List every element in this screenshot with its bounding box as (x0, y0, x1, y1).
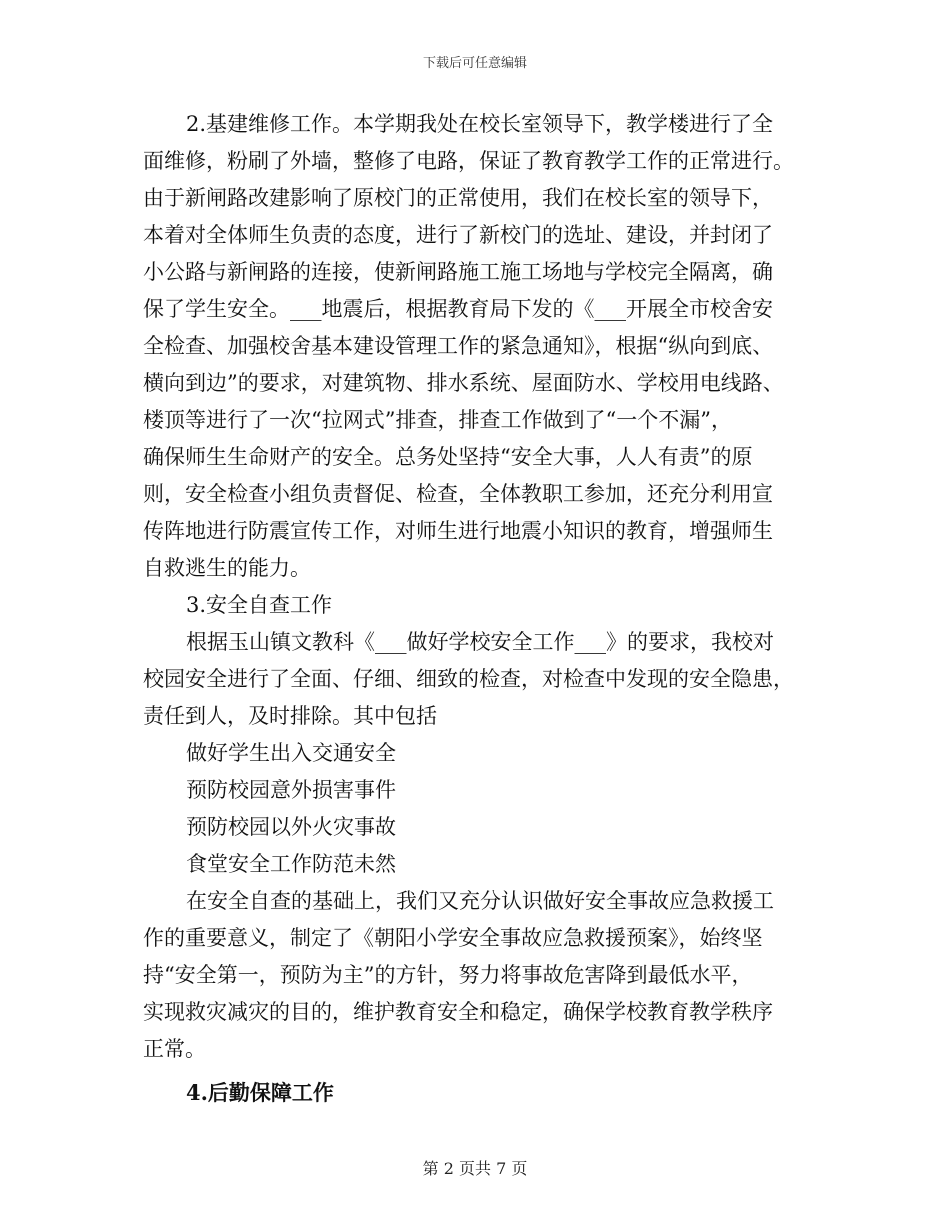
list-item: 做好学生出入交通安全 (186, 741, 396, 765)
paragraph-line: 确保师生生命财产的安全。总务处坚持“安全大事，人人有责”的原 (143, 445, 753, 469)
paragraph-line: 持“安全第一，预防为主”的方针，努力将事故危害降到最低水平， (143, 963, 753, 987)
paragraph-line: 则，安全检查小组负责督促、检查，全体教职工参加，还充分利用宣 (143, 482, 773, 506)
paragraph-line: 责任到人，及时排除。其中包括 (143, 704, 437, 728)
paragraph-line: 正常。 (143, 1037, 206, 1061)
safety-item-list (143, 735, 803, 883)
section-2-paragraph (143, 106, 803, 587)
paragraph-line: 根据玉山镇文教科《___做好学校安全工作___》的要求，我校对 (186, 630, 774, 654)
list-item: 预防校园以外火灾事故 (186, 815, 396, 839)
paragraph-line: 本着对全体师生负责的态度，进行了新校门的选址、建设，并封闭了 (143, 223, 773, 247)
paragraph-line: 自救逃生的能力。 (143, 556, 311, 580)
paragraph-line: 由于新闸路改建影响了原校门的正常使用，我们在校长室的领导下， (143, 186, 773, 210)
paragraph-line: 在安全自查的基础上，我们又充分认识做好安全事故应急救援工 (186, 889, 774, 913)
paragraph-line: 传阵地进行防震宣传工作，对师生进行地震小知识的教育，增强师生 (143, 519, 773, 543)
paragraph-line: 保了学生安全。___地震后，根据教育局下发的《___开展全市校舍安 (143, 297, 773, 321)
document-body (143, 106, 803, 1111)
paragraph-line: 横向到边”的要求，对建筑物、排水系统、屋面防水、学校用电线路、 (143, 371, 784, 395)
section-3-title: 3.安全自查工作 (186, 593, 333, 617)
section-3-intro (143, 624, 803, 735)
paragraph-line: 校园安全进行了全面、仔细、细致的检查，对检查中发现的安全隐患， (143, 667, 794, 691)
list-item: 预防校园意外损害事件 (186, 778, 396, 802)
paragraph-line: 小公路与新闸路的连接，使新闸路施工施工场地与学校完全隔离，确 (143, 260, 773, 284)
paragraph-line: 作的重要意义，制定了《朝阳小学安全事故应急救援预案》，始终坚 (143, 926, 763, 950)
paragraph-line: 面维修，粉刷了外墙，整修了电路，保证了教育教学工作的正常进行。 (143, 149, 794, 173)
paragraph-line: 2.基建维修工作。本学期我处在校长室领导下，教学楼进行了全 (186, 112, 774, 136)
section-4-title: 4.后勤保障工作 (186, 1080, 334, 1105)
section-3-closing (143, 883, 803, 1068)
page-number: 第 2 页共 7 页 (422, 1159, 528, 1178)
paragraph-line: 全检查、加强校舍基本建设管理工作的紧急通知》，根据“纵向到底、 (143, 334, 774, 358)
list-item: 食堂安全工作防范未然 (186, 852, 396, 876)
page-header: 下载后可任意编辑 (422, 56, 527, 71)
paragraph-line: 实现救灾减灾的目的，维护教育安全和稳定，确保学校教育教学秩序 (143, 1000, 773, 1024)
paragraph-line: 楼顶等进行了一次“拉网式”排查，排查工作做到了“一个不漏”， (143, 408, 732, 432)
